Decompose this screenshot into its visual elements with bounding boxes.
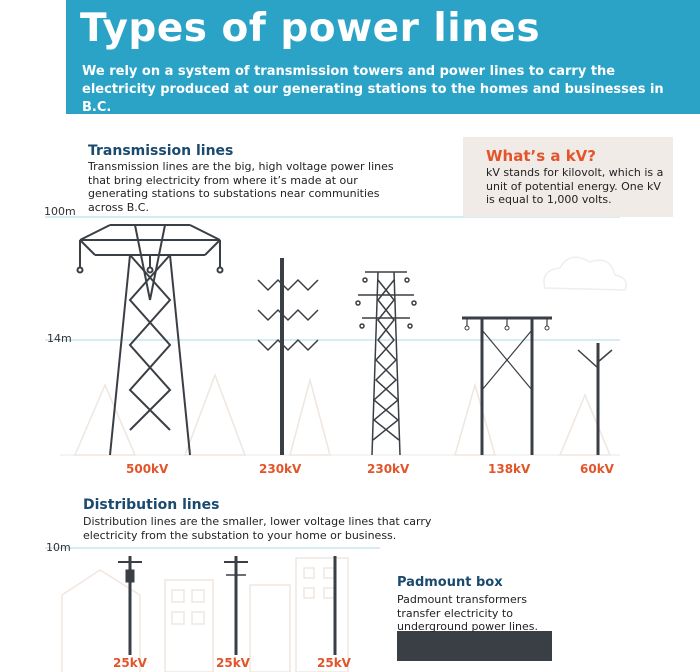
scale-label-10m: 10m bbox=[46, 541, 71, 554]
distribution-pole-1-icon bbox=[118, 556, 142, 655]
house-icons bbox=[62, 558, 348, 672]
voltage-label-25kv-2: 25kV bbox=[216, 656, 250, 670]
voltage-label-138kv: 138kV bbox=[488, 462, 531, 476]
voltage-label-25kv-1: 25kV bbox=[113, 656, 147, 670]
cloud-icon bbox=[544, 257, 626, 290]
distribution-heading: Distribution lines bbox=[83, 497, 220, 513]
padmount-box-icon bbox=[397, 631, 552, 661]
padmount-description: Padmount transformers transfer electricity to underground power lines. bbox=[397, 593, 539, 633]
distribution-description: Distribution lines are the smaller, lower voltage lines that carry electricity from the substation to your home or business. bbox=[83, 515, 432, 542]
kv-info-title: What’s a kV? bbox=[486, 147, 596, 165]
voltage-label-25kv-3: 25kV bbox=[317, 656, 351, 670]
scale-label-100m: 100m bbox=[44, 205, 76, 218]
padmount-heading: Padmount box bbox=[397, 575, 503, 590]
tower-230kv-lattice-icon bbox=[356, 272, 416, 455]
voltage-label-230kv-lattice: 230kV bbox=[367, 462, 410, 476]
distribution-pole-2-icon bbox=[224, 556, 248, 655]
kv-info-text: kV stands for kilovolt, which is a unit of potential energy. One kV is equal to 1,000 volts. bbox=[486, 166, 664, 206]
intro-text: We rely on a system of transmission towers and power lines to carry the electricity produced at our generating stations to the homes and businesses in B.C. bbox=[82, 64, 664, 115]
voltage-label-500kv: 500kV bbox=[126, 462, 169, 476]
voltage-label-230kv-pole: 230kV bbox=[259, 462, 302, 476]
voltage-label-60kv: 60kV bbox=[580, 462, 614, 476]
transmission-heading: Transmission lines bbox=[88, 143, 234, 159]
transmission-description: Transmission lines are the big, high voltage power lines that bring electricity from where it’s made at our generating stations to substations near communities across B.C. bbox=[88, 160, 394, 214]
tower-230kv-pole-icon bbox=[258, 258, 318, 455]
scale-label-14m: 14m bbox=[47, 332, 72, 345]
page-title: Types of power lines bbox=[80, 6, 541, 51]
